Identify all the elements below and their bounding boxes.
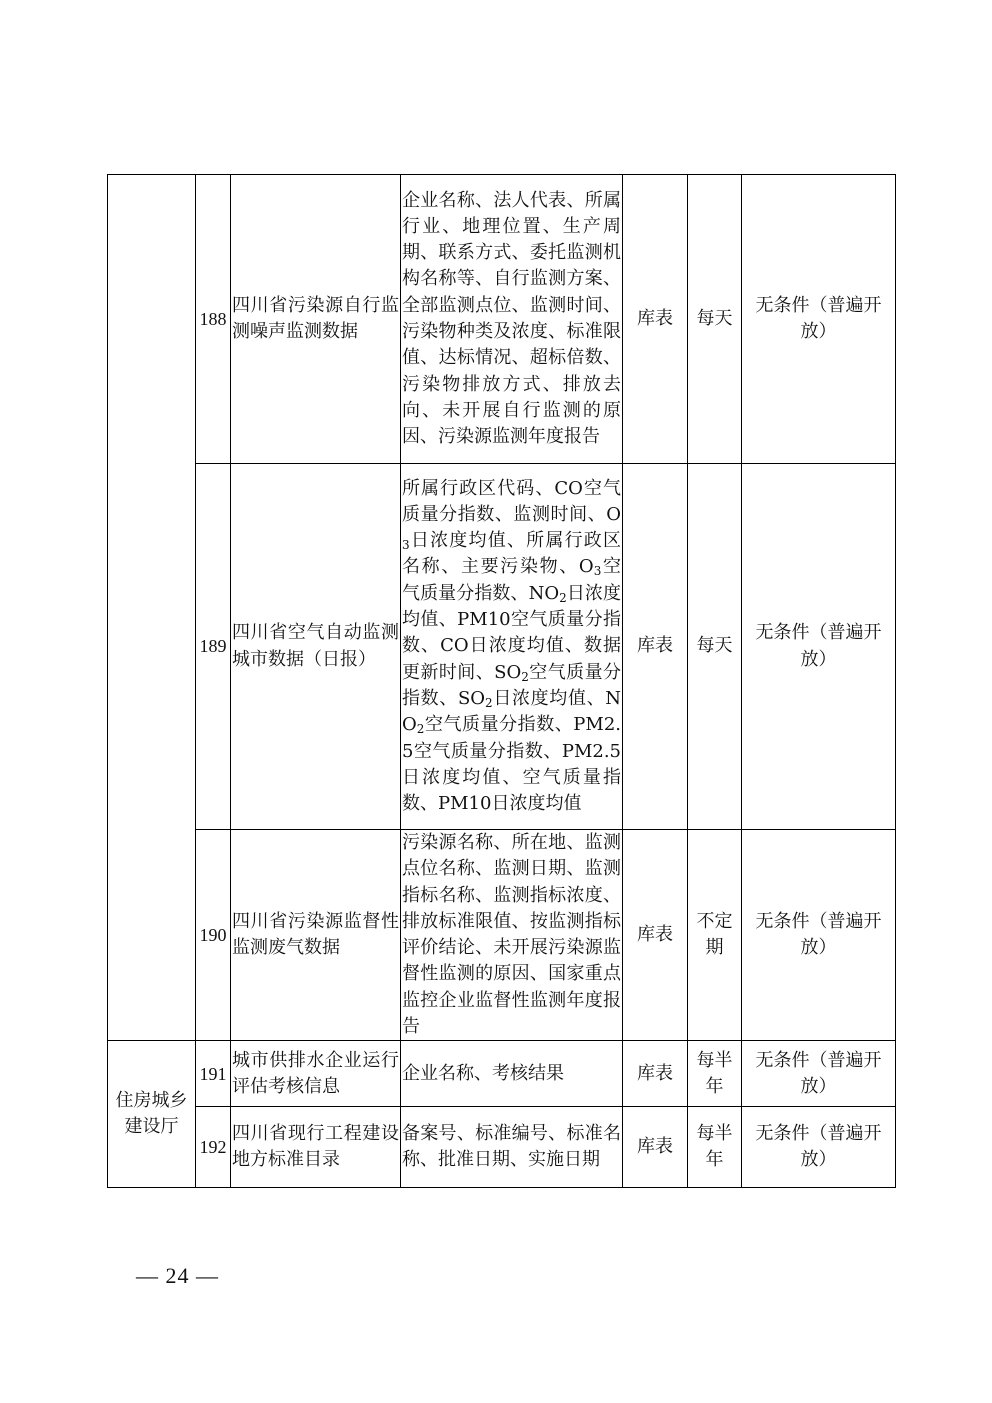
dataset-format: 库表 — [623, 1107, 688, 1188]
dataset-items: 企业名称、法人代表、所属行业、地理位置、生产周期、联系方式、委托监测机构名称等、自行监测方案、全部监测点位、监测时间、污染物种类及浓度、标准限值、达标情况、超标倍数、污染物排放方式、排放去向、未开展自行监测的原因、污染源监测年度报告 — [401, 175, 623, 464]
row-number: 191 — [196, 1041, 231, 1107]
dataset-name: 四川省污染源自行监测噪声监测数据 — [231, 175, 401, 464]
dataset-format: 库表 — [623, 1041, 688, 1107]
row-number: 189 — [196, 464, 231, 830]
row-number: 192 — [196, 1107, 231, 1188]
dataset-items: 污染源名称、所在地、监测点位名称、监测日期、监测指标名称、监测指标浓度、排放标准限值、按监测指标评价结论、未开展污染源监督性监测的原因、国家重点监控企业监督性监测年度报告 — [401, 830, 623, 1041]
subscript: 3 — [593, 564, 602, 579]
dataset-items — [401, 464, 623, 830]
table-row — [108, 464, 896, 830]
page-number: — 24 — — [136, 1263, 219, 1288]
update-frequency: 不定期 — [688, 830, 742, 1041]
update-frequency: 每半年 — [688, 1041, 742, 1107]
row-number: 190 — [196, 830, 231, 1041]
openness-type: 无条件（普遍开放） — [742, 175, 896, 464]
item-text: 空气质量分指数、SO — [402, 661, 622, 709]
dataset-name: 四川省现行工程建设地方标准目录 — [231, 1107, 401, 1188]
dataset-items: 企业名称、考核结果 — [401, 1041, 623, 1107]
dataset-format: 库表 — [623, 464, 688, 830]
item-text: 日浓度均值、PM10空气质量分指数、CO日浓度均值、数据更新时间、SO — [402, 582, 622, 683]
dataset-name: 四川省空气自动监测城市数据（日报） — [231, 464, 401, 830]
item-text: 日浓度均值、所属行政区名称、主要污染物、O — [402, 530, 621, 578]
dataset-items: 备案号、标准编号、标准名称、批准日期、实施日期 — [401, 1107, 623, 1188]
openness-type: 无条件（普遍开放） — [742, 1107, 896, 1188]
dataset-name: 四川省污染源监督性监测废气数据 — [231, 830, 401, 1041]
item-text: 空气质量分指数、NO — [402, 556, 622, 604]
data-catalog-table — [107, 174, 896, 1188]
subscript: 3 — [402, 538, 410, 553]
openness-type: 无条件（普遍开放） — [742, 464, 896, 830]
dataset-format: 库表 — [623, 830, 688, 1041]
openness-type: 无条件（普遍开放） — [742, 830, 896, 1041]
table-row — [108, 1041, 896, 1107]
row-number: 188 — [196, 175, 231, 464]
department-cell-continued — [108, 175, 196, 1041]
dataset-name: 城市供排水企业运行评估考核信息 — [231, 1041, 401, 1107]
subscript: 2 — [559, 590, 567, 605]
openness-type: 无条件（普遍开放） — [742, 1041, 896, 1107]
update-frequency: 每天 — [688, 464, 742, 830]
table-row — [108, 175, 896, 464]
item-text: 所属行政区代码、CO空气质量分指数、监测时间、O — [402, 477, 621, 525]
item-text: 日浓度均值、NO — [402, 687, 621, 736]
table-row — [108, 830, 896, 1041]
update-frequency: 每天 — [688, 175, 742, 464]
item-text: 空气质量分指数、PM2.5空气质量分指数、PM2.5日浓度均值、空气质量指数、PM10日浓度均值 — [402, 714, 621, 815]
subscript: 2 — [485, 695, 493, 710]
department-cell: 住房城乡建设厅 — [108, 1041, 196, 1188]
update-frequency: 每半年 — [688, 1107, 742, 1188]
subscript: 2 — [416, 722, 425, 737]
subscript: 2 — [521, 669, 529, 684]
dataset-format: 库表 — [623, 175, 688, 464]
table-row — [108, 1107, 896, 1188]
